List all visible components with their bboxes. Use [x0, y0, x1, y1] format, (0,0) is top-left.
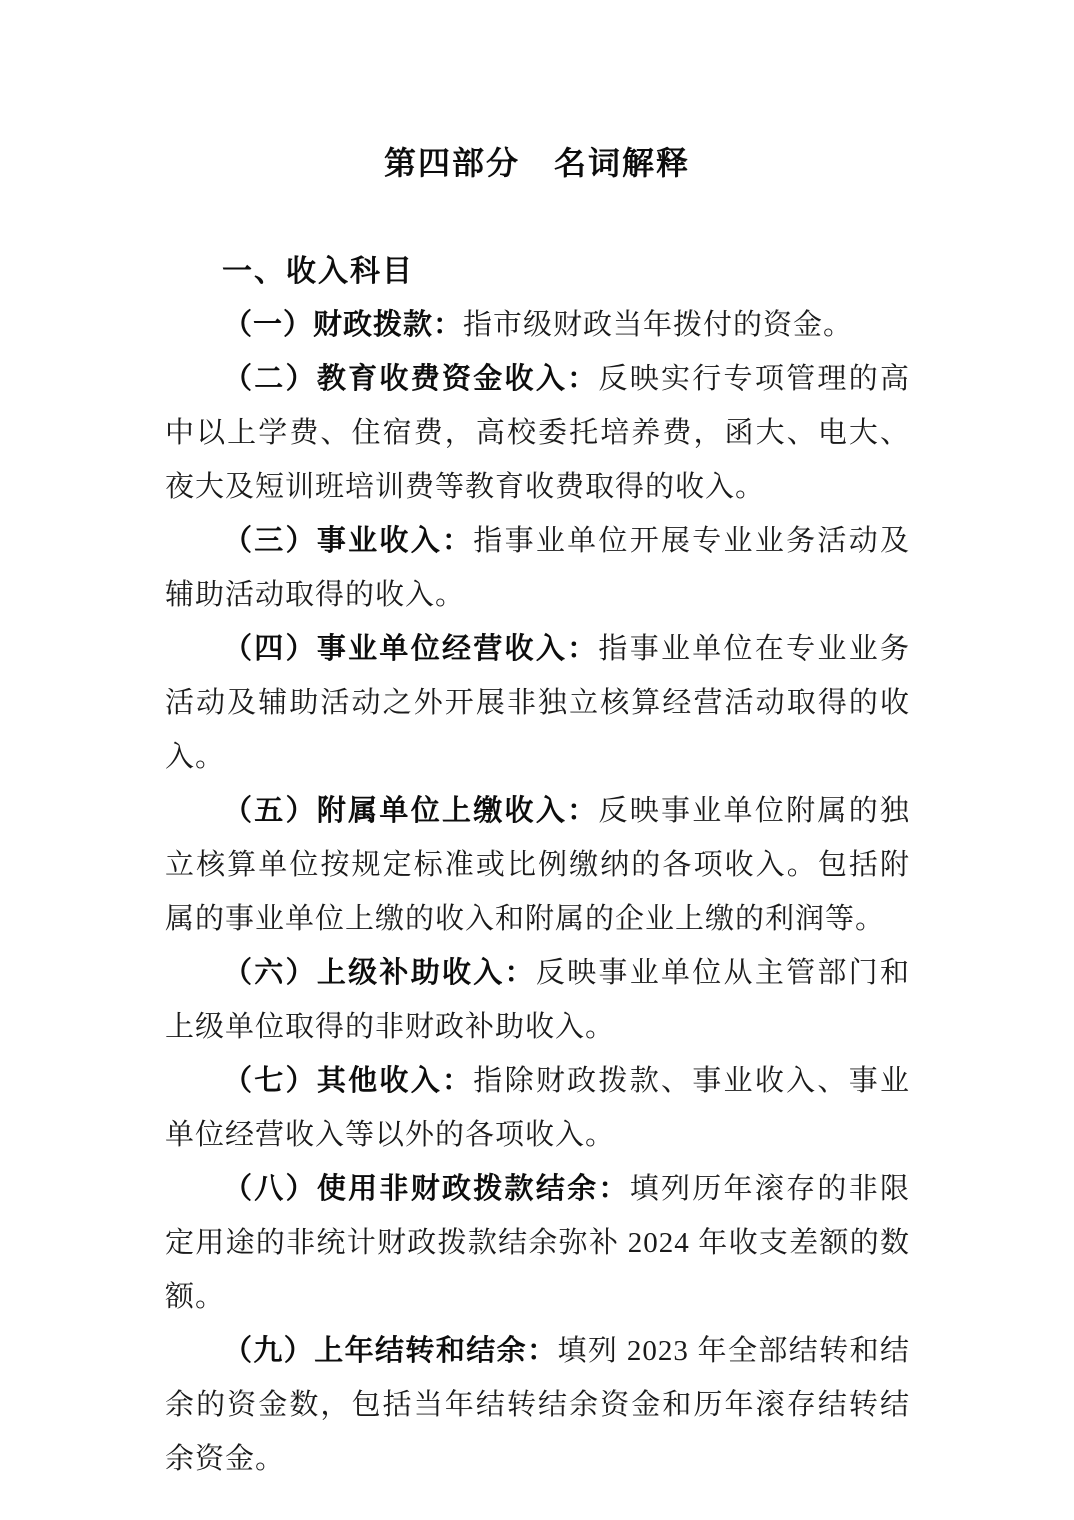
definition-text: 反映实行专项管理的高中以上学费、住宿费，高校委托培养费，函大、电大、夜大及短训班培训费等教育收费取得的收入。: [165, 363, 910, 503]
definition-term: （一）财政拨款：: [223, 309, 464, 341]
definition-paragraph: [165, 946, 910, 1054]
definition-paragraph: [165, 298, 910, 352]
definition-paragraph: [165, 622, 910, 784]
definition-text: 反映事业单位从主管部门和上级单位取得的非财政补助收入。: [165, 957, 910, 1043]
definition-text: 指事业单位开展专业业务活动及辅助活动取得的收入。: [165, 525, 910, 611]
document-title: 第四部分 名词解释: [383, 145, 690, 181]
definition-paragraph: [165, 352, 910, 514]
definition-text: 填列 2023 年全部结转和结余的资金数，包括当年结转结余资金和历年滚存结转结余资金。: [165, 1335, 910, 1475]
definition-term: （九）上年结转和结余：: [223, 1335, 558, 1367]
definition-paragraph: [165, 1054, 910, 1162]
definition-text: 指市级财政当年拨付的资金。: [463, 309, 854, 341]
definitions-list: [165, 298, 910, 1486]
definition-term: （二）教育收费资金收入：: [223, 363, 599, 395]
definition-text: 填列历年滚存的非限定用途的非统计财政拨款结余弥补 2024 年收支差额的数额。: [165, 1173, 910, 1313]
definition-paragraph: [165, 1162, 910, 1324]
definition-paragraph: [165, 514, 910, 622]
definition-text: 反映事业单位附属的独立核算单位按规定标准或比例缴纳的各项收入。包括附属的事业单位上缴的收入和附属的企业上缴的利润等。: [165, 795, 910, 935]
definition-paragraph: [165, 784, 910, 946]
definition-term: （四）事业单位经营收入：: [223, 633, 599, 665]
definition-text: 指事业单位在专业业务活动及辅助活动之外开展非独立核算经营活动取得的收入。: [165, 633, 910, 773]
definition-paragraph: [165, 1324, 910, 1486]
definition-text: 指除财政拨款、事业收入、事业单位经营收入等以外的各项收入。: [165, 1065, 910, 1151]
definition-term: （七）其他收入：: [223, 1065, 474, 1097]
definition-term: （八）使用非财政拨款结余：: [223, 1173, 630, 1205]
definition-term: （三）事业收入：: [223, 525, 474, 557]
definition-term: （六）上级补助收入：: [223, 957, 536, 989]
definition-term: （五）附属单位上缴收入：: [223, 795, 599, 827]
section-heading: 一、收入科目: [222, 255, 414, 288]
